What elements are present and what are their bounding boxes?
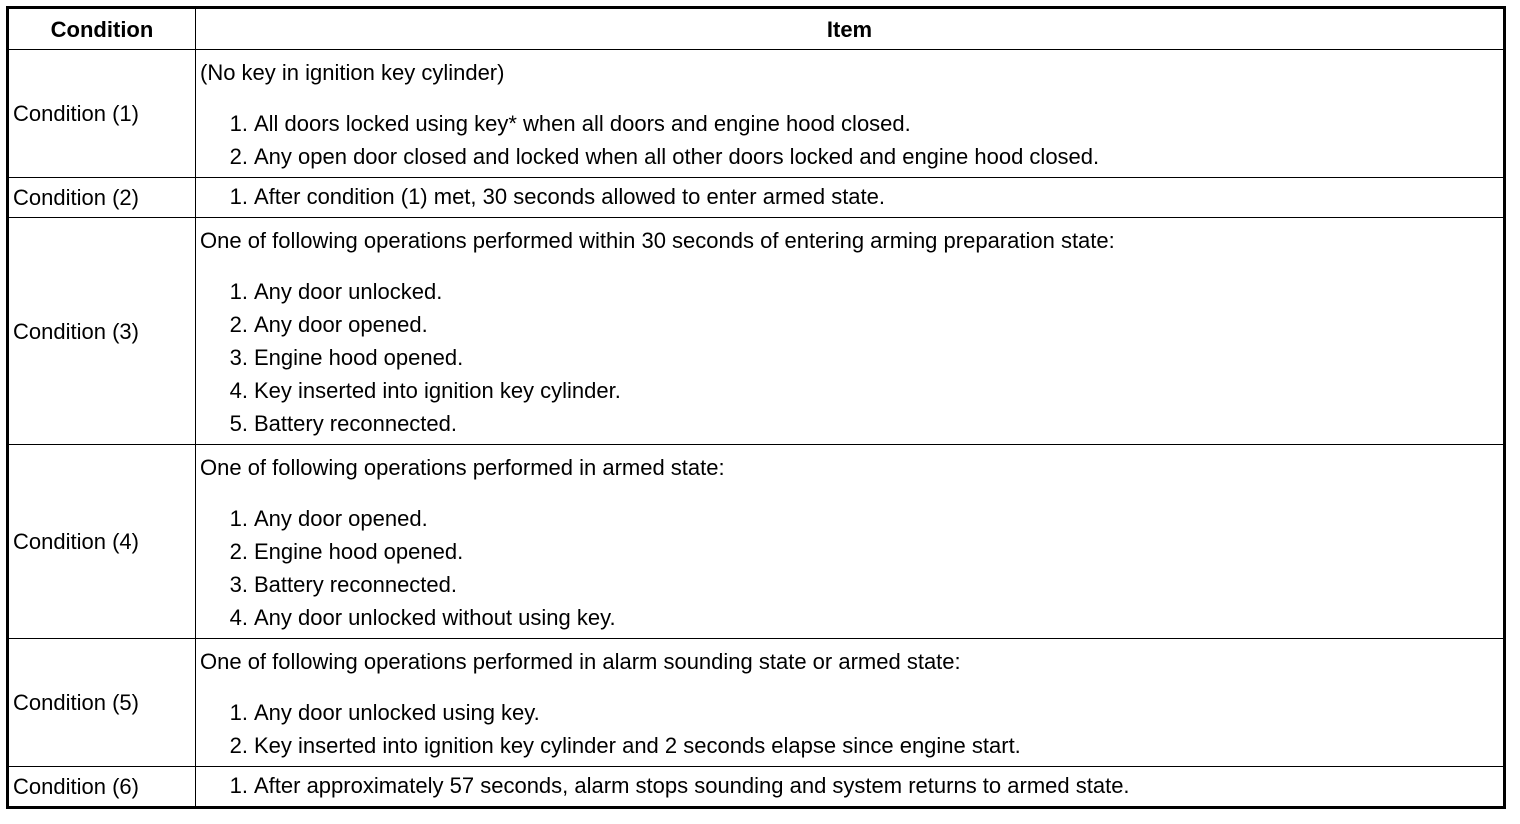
item-intro: One of following operations performed within 30 seconds of entering arming preparation state: — [200, 228, 1115, 253]
step-text: After condition (1) met, 30 seconds allowed to enter armed state. — [254, 184, 885, 209]
item-intro: One of following operations performed in armed state: — [200, 455, 725, 480]
table-row — [8, 178, 1505, 218]
step-text: Any door unlocked without using key. — [254, 605, 616, 630]
list-item — [200, 275, 1503, 308]
table-row — [8, 445, 1505, 639]
list-item — [200, 140, 1503, 173]
header-item: Item — [196, 8, 1505, 50]
list-item — [200, 374, 1503, 407]
step-number: 4. — [229, 378, 248, 403]
step-text: Any door unlocked using key. — [254, 700, 540, 725]
item-cell — [196, 178, 1505, 218]
step-list — [200, 275, 1503, 440]
step-number: 2. — [229, 312, 248, 337]
list-item — [200, 729, 1503, 762]
item-cell — [196, 50, 1505, 178]
step-text: Any open door closed and locked when all other doors locked and engine hood closed. — [254, 144, 1100, 169]
step-number: 2. — [229, 539, 248, 564]
header-condition: Condition — [8, 8, 196, 50]
condition-label: Condition (1) — [8, 50, 196, 178]
step-text: Battery reconnected. — [254, 411, 458, 436]
item-intro: One of following operations performed in alarm sounding state or armed state: — [200, 649, 961, 674]
step-number: 1. — [229, 279, 248, 304]
header-row — [8, 8, 1505, 50]
step-text: Battery reconnected. — [254, 572, 458, 597]
step-number: 3. — [229, 572, 248, 597]
table-body — [8, 50, 1505, 808]
step-list — [200, 696, 1503, 762]
step-text: Engine hood opened. — [254, 345, 464, 370]
step-text: Key inserted into ignition key cylinder and 2 seconds elapse since engine start. — [254, 733, 1021, 758]
step-number: 3. — [229, 345, 248, 370]
list-item — [200, 180, 1503, 213]
step-number: 2. — [229, 144, 248, 169]
step-number: 1. — [229, 773, 248, 798]
step-number: 1. — [229, 111, 248, 136]
item-cell — [196, 445, 1505, 639]
condition-label: Condition (5) — [8, 639, 196, 767]
step-list — [200, 769, 1503, 802]
list-item — [200, 407, 1503, 440]
step-number: 1. — [229, 700, 248, 725]
step-number: 1. — [229, 506, 248, 531]
step-text: Engine hood opened. — [254, 539, 464, 564]
list-item — [200, 601, 1503, 634]
table-row — [8, 767, 1505, 808]
list-item — [200, 308, 1503, 341]
list-item — [200, 107, 1503, 140]
list-item — [200, 341, 1503, 374]
table-row — [8, 50, 1505, 178]
step-number: 2. — [229, 733, 248, 758]
table-row — [8, 639, 1505, 767]
list-item — [200, 535, 1503, 568]
list-item — [200, 696, 1503, 729]
list-item — [200, 568, 1503, 601]
item-intro: (No key in ignition key cylinder) — [200, 60, 505, 85]
conditions-table — [6, 6, 1506, 809]
condition-label: Condition (3) — [8, 218, 196, 445]
step-list — [200, 107, 1503, 173]
item-cell — [196, 767, 1505, 808]
list-item — [200, 769, 1503, 802]
table-row — [8, 218, 1505, 445]
step-list — [200, 180, 1503, 213]
step-number: 1. — [229, 184, 248, 209]
condition-label: Condition (6) — [8, 767, 196, 808]
step-text: After approximately 57 seconds, alarm stops sounding and system returns to armed state. — [254, 773, 1130, 798]
condition-label: Condition (2) — [8, 178, 196, 218]
condition-label: Condition (4) — [8, 445, 196, 639]
list-item — [200, 502, 1503, 535]
step-text: Key inserted into ignition key cylinder. — [254, 378, 621, 403]
step-number: 5. — [229, 411, 248, 436]
step-number: 4. — [229, 605, 248, 630]
item-cell — [196, 639, 1505, 767]
step-text: All doors locked using key* when all doors and engine hood closed. — [254, 111, 911, 136]
step-list — [200, 502, 1503, 634]
item-cell — [196, 218, 1505, 445]
step-text: Any door unlocked. — [254, 279, 443, 304]
step-text: Any door opened. — [254, 312, 428, 337]
step-text: Any door opened. — [254, 506, 428, 531]
